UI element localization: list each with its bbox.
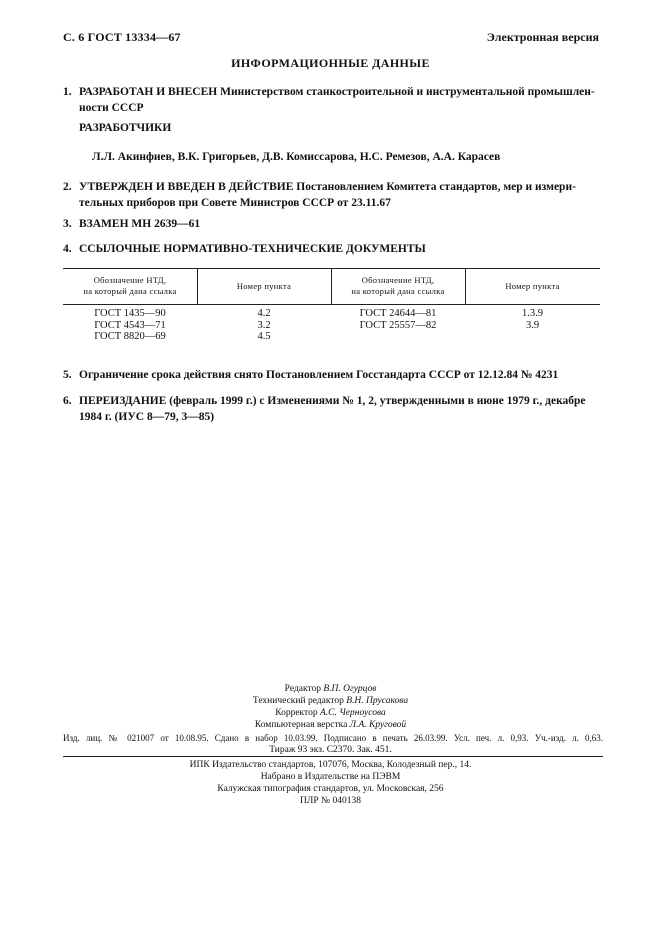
publisher-line: Калужская типография стандартов, ул. Московская, 256 xyxy=(217,784,444,794)
editor-line xyxy=(0,683,661,695)
right-point-column xyxy=(465,308,600,331)
item-3 xyxy=(63,216,603,232)
item-2 xyxy=(63,179,603,211)
table-cell: ГОСТ 25557—82 xyxy=(359,319,437,331)
tech-editor-line xyxy=(0,695,661,707)
publisher-line: ПЛР № 040138 xyxy=(300,796,361,806)
table-cell: 3.9 xyxy=(525,319,540,331)
table-cell: 1.3.9 xyxy=(522,308,543,319)
credit-name: Л.А. Круговой xyxy=(349,720,407,730)
developers-list: Л.Л. Акинфиев, В.К. Григорьев, Д.В. Комиссарова, Н.С. Ремезов, А.А. Карасев xyxy=(92,151,501,163)
table-cell: ГОСТ 1435—90 xyxy=(94,308,166,319)
publisher-block xyxy=(0,759,661,807)
item-1-number: 1. xyxy=(63,86,72,98)
table-cell: ГОСТ 8820—69 xyxy=(94,331,166,342)
item-5-text: Ограничение срока действия снято Постановлением Госстандарта СССР от 12.12.84 № 4231 xyxy=(79,369,559,381)
right-doc-column xyxy=(331,308,465,331)
credit-label: Редактор xyxy=(284,684,321,694)
header-line: Обозначение НТД, xyxy=(93,275,167,285)
table-header-rule xyxy=(63,304,600,305)
layout-line xyxy=(0,719,661,731)
header-line: Номер пункта xyxy=(505,280,560,291)
page-title: ИНФОРМАЦИОННЫЕ ДАННЫЕ xyxy=(231,56,430,70)
item-5-number: 5. xyxy=(63,369,72,381)
table-header-cell xyxy=(63,268,197,304)
corrector-line xyxy=(0,707,661,719)
item-3-text: ВЗАМЕН МН 2639—61 xyxy=(79,218,201,230)
item-4 xyxy=(63,241,603,257)
editorial-credits xyxy=(0,683,661,731)
left-point-column xyxy=(197,308,331,343)
item-1 xyxy=(63,84,603,116)
item-5 xyxy=(63,367,603,383)
credit-label: Корректор xyxy=(275,708,318,718)
item-2-number: 2. xyxy=(63,181,72,193)
table-cell: 4.5 xyxy=(257,331,271,342)
item-2-line-1: УТВЕРЖДЕН И ВВЕДЕН В ДЕЙСТВИЕ Постановлением Комитета стандартов, мер и измери- xyxy=(79,181,576,193)
item-2-line-2: тельных приборов при Совете Министров СССР от 23.11.67 xyxy=(79,197,391,209)
item-3-number: 3. xyxy=(63,218,72,230)
publisher-line: Набрано в Издательстве на ПЭВМ xyxy=(260,772,401,782)
item-6-line-1: ПЕРЕИЗДАНИЕ (февраль 1999 г.) с Изменениями № 1, 2, утвержденными в июне 1979 г., декабре xyxy=(79,395,586,407)
item-6-number: 6. xyxy=(63,395,72,407)
table-cell: 3.2 xyxy=(257,319,271,331)
header-line: Обозначение НТД, xyxy=(361,275,435,285)
table-cell: ГОСТ 24644—81 xyxy=(359,308,437,319)
table-cell: ГОСТ 4543—71 xyxy=(94,319,166,331)
header-line: на который дана ссылка xyxy=(83,286,177,296)
table-header-cell xyxy=(465,268,600,304)
table-header-cell xyxy=(331,268,465,304)
imprint-line-2: Тираж 93 экз. С2370. Зак. 451. xyxy=(269,745,392,755)
header-line: на который дана ссылка xyxy=(351,286,445,296)
item-6-line-2: 1984 г. (ИУС 8—79, 3—85) xyxy=(79,411,215,423)
table-cell: 4.2 xyxy=(257,308,271,319)
credit-name: В.П. Огурцов xyxy=(323,684,377,694)
item-1-line-2: ности СССР xyxy=(79,102,144,114)
left-doc-column xyxy=(63,308,197,343)
credit-label: Технический редактор xyxy=(252,696,344,706)
item-4-text: ССЫЛОЧНЫЕ НОРМАТИВНО-ТЕХНИЧЕСКИЕ ДОКУМЕНТЫ xyxy=(79,243,426,255)
credit-name: В.Н. Прусакова xyxy=(346,696,409,706)
credit-label: Компьютерная верстка xyxy=(254,720,348,730)
table-header-cell xyxy=(197,268,331,304)
header-line: Номер пункта xyxy=(236,280,292,291)
publisher-line: ИПК Издательство стандартов, 107076, Москва, Колодезный пер., 14. xyxy=(189,760,472,770)
edition-label: Электронная версия xyxy=(486,30,599,44)
item-4-number: 4. xyxy=(63,243,72,255)
page-reference: С. 6 ГОСТ 13334—67 xyxy=(63,30,181,44)
imprint-divider xyxy=(63,756,603,757)
credit-name: А.С. Черноусова xyxy=(319,708,386,718)
developers-heading: РАЗРАБОТЧИКИ xyxy=(79,122,172,134)
item-6 xyxy=(63,393,603,425)
item-1-line-1: РАЗРАБОТАН И ВНЕСЕН Министерством станкостроительной и инструментальной промышлен- xyxy=(79,86,595,98)
imprint-line-1: Изд. лиц. № 021007 от 10.08.95. Сдано в набор 10.03.99. Подписано в печать 26.03.99. Усл. печ. л. 0,93. Уч.-изд. л. 0,63. xyxy=(63,733,603,743)
